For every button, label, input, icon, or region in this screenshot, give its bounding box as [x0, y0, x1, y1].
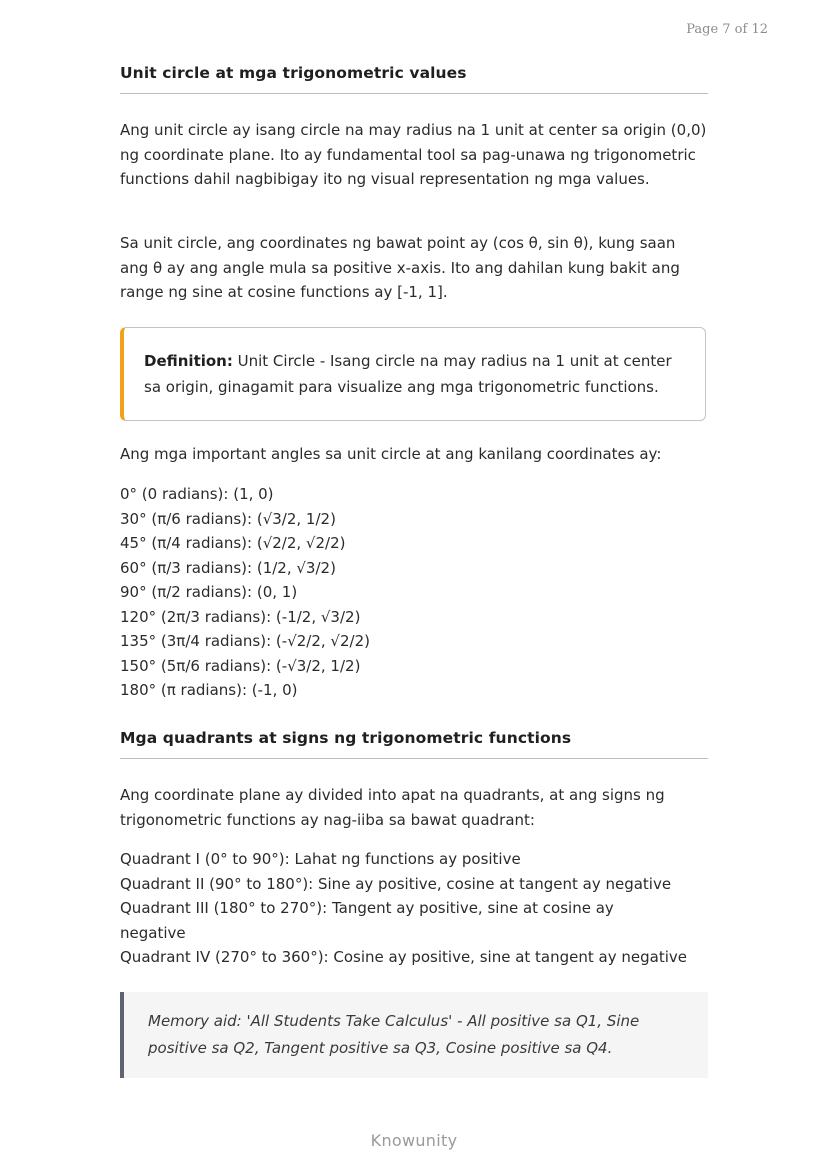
definition-label: Definition:	[144, 352, 233, 370]
page-number: Page 7 of 12	[686, 22, 768, 37]
quadrant-item: Quadrant II (90° to 180°): Sine ay positive, cosine at tangent ay negative	[120, 874, 672, 893]
angle-item: 180° (π radians): (-1, 0)	[120, 681, 298, 699]
angle-item: 120° (2π/3 radians): (-1/2, √3/2)	[120, 607, 361, 626]
section-title-unit-circle: Unit circle at mga trigonometric values	[120, 64, 708, 94]
section-title-quadrants: Mga quadrants at signs ng trigonometric functions	[120, 729, 708, 759]
quadrant-item: Quadrant III (180° to 270°): Tangent ay positive, sine at cosine ay negative	[120, 899, 614, 942]
angle-item: 150° (5π/6 radians): (-√3/2, 1/2)	[120, 656, 361, 675]
angles-intro: Ang mga important angles sa unit circle at ang kanilang coordinates ay:	[120, 445, 662, 463]
angle-item: 30° (π/6 radians): (√3/2, 1/2)	[120, 509, 336, 528]
angle-item: 135° (3π/4 radians): (-√2/2, √2/2)	[120, 632, 370, 650]
footer-brand: Knowunity	[370, 1131, 458, 1150]
quadrant-item: Quadrant IV (270° to 360°): Cosine ay positive, sine at tangent ay negative	[120, 948, 687, 966]
angles-list	[120, 482, 708, 703]
quadrants-list	[120, 847, 708, 970]
memory-aid-callout: Memory aid: 'All Students Take Calculus' - All positive sa Q1, Sine positive sa Q2, Tangent positive sa Q3, Cosine positive sa Q4.	[120, 992, 708, 1078]
unit-circle-paragraph-2: Sa unit circle, ang coordinates ng bawat point ay (cos θ, sin θ), kung saan ang θ ay ang angle mula sa positive x-axis. Ito ang dahilan kung bakit ang range ng sine at cosine functions ay [-1, 1].	[120, 234, 680, 301]
angle-item: 45° (π/4 radians): (√2/2, √2/2)	[120, 534, 346, 552]
definition-callout	[120, 327, 706, 421]
angle-item: 90° (π/2 radians): (0, 1)	[120, 583, 298, 601]
definition-text: Unit Circle - Isang circle na may radius na 1 unit at center sa origin, ginagamit para visualize ang mga trigonometric functions.	[144, 352, 672, 396]
unit-circle-paragraph-1: Ang unit circle ay isang circle na may radius na 1 unit at center sa origin (0,0) ng coordinate plane. Ito ay fundamental tool sa pag-unawa ng trigonometric functions dahil nagbibigay ito ng visual representation ng mga values.	[120, 121, 707, 188]
quadrants-paragraph: Ang coordinate plane ay divided into apat na quadrants, at ang signs ng trigonometric functions ay nag-iiba sa bawat quadrant:	[120, 786, 665, 829]
angle-item: 60° (π/3 radians): (1/2, √3/2)	[120, 558, 336, 577]
quadrant-item: Quadrant I (0° to 90°): Lahat ng functions ay positive	[120, 850, 521, 868]
angle-item: 0° (0 radians): (1, 0)	[120, 485, 274, 503]
